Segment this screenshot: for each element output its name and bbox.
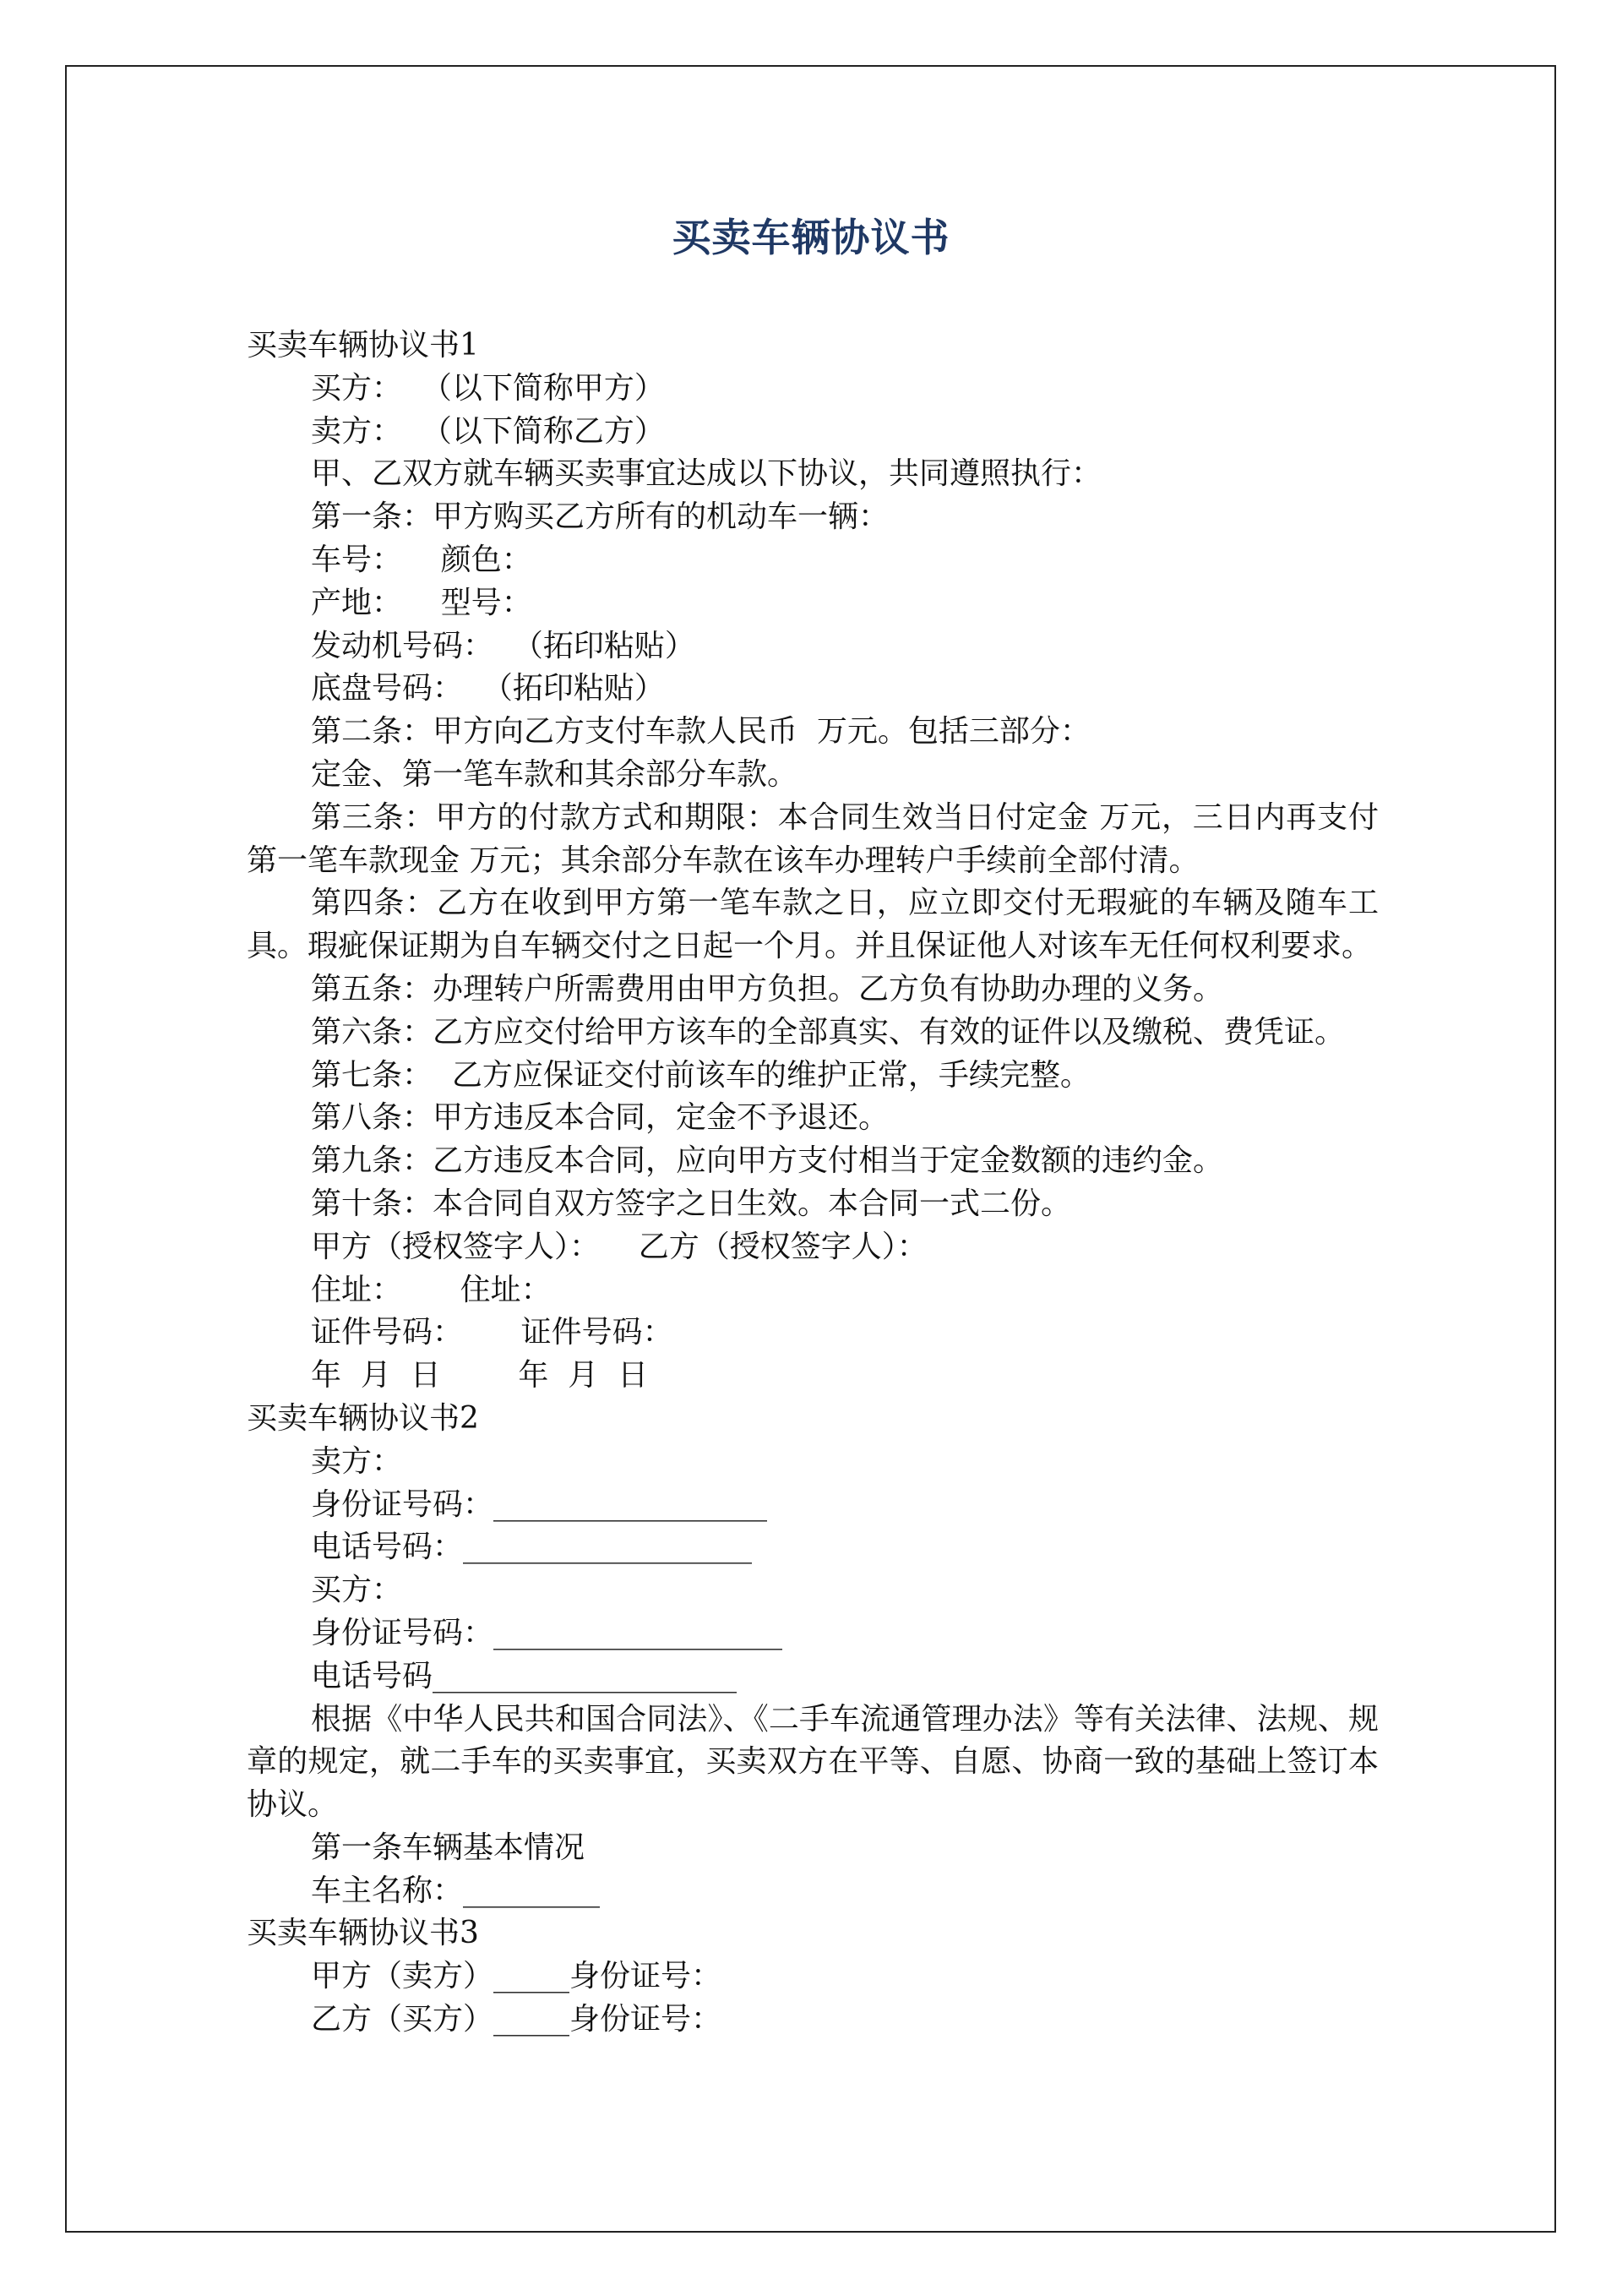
engine-number-line: 发动机号码： （拓印粘贴）: [311, 628, 695, 663]
party-b-buyer-line: 乙方（买方）_____身份证号：: [311, 2002, 722, 2037]
article-3: 第三条：甲方的付款方式和期限：本合同生效当日付定金 万元，三日内再支付第一笔车款现金 万元；其余部分车款在该车办理转户手续前全部付清。: [247, 799, 1379, 878]
seller-id-field: 身份证号码：__________________: [311, 1486, 768, 1522]
seller-label: 卖方：: [311, 1443, 403, 1479]
article-2: 第二条：甲方向乙方支付车款人民币 万元。包括三部分：: [311, 714, 1091, 750]
article-9: 第九条：乙方违反本合同，应向甲方支付相当于定金数额的违约金。: [311, 1143, 1224, 1179]
id-number-line: 证件号码： 证件号码：: [311, 1315, 673, 1350]
signatory-line: 甲方（授权签字人）： 乙方（授权签字人）：: [311, 1229, 928, 1264]
section-heading-2: 买卖车辆协议书2: [247, 1400, 479, 1436]
article-8: 第八条：甲方违反本合同，定金不予退还。: [311, 1100, 890, 1136]
chassis-number-line: 底盘号码： （拓印粘贴）: [311, 671, 665, 706]
section-heading-3: 买卖车辆协议书3: [247, 1916, 479, 1951]
article-10: 第十条：本合同自双方签字之日生效。本合同一式二份。: [311, 1186, 1072, 1221]
buyer-phone-field: 电话号码____________________: [311, 1658, 738, 1693]
party-a-seller-line: 甲方（卖方）_____身份证号：: [311, 1959, 722, 1994]
agreement-intro: 甲、乙双方就车辆买卖事宜达成以下协议，共同遵照执行：: [311, 456, 1102, 492]
legal-basis-paragraph: 根据《中华人民共和国合同法》、《二手车流通管理办法》等有关法律、法规、规章的规定，就二手车的买卖事宜，买卖双方在平等、自愿、协商一致的基础上签订本协议。: [247, 1701, 1379, 1823]
article-7: 第七条： 乙方应保证交付前该车的维护正常，手续完整。: [311, 1057, 1091, 1093]
document-body: [247, 324, 1379, 2042]
article-6: 第六条：乙方应交付给甲方该车的全部真实、有效的证件以及缴税、费凭证。: [311, 1014, 1346, 1050]
seller-line: 卖方： （以下简称乙方）: [311, 413, 665, 449]
owner-name-field: 车主名称：_________: [311, 1873, 601, 1908]
article-5: 第五条：办理转户所需费用由甲方负担。乙方负有协助办理的义务。: [311, 971, 1224, 1006]
document-title: 买卖车辆协议书: [672, 215, 950, 260]
article-1: 第一条：甲方购买乙方所有的机动车一辆：: [311, 499, 890, 535]
article-1-heading: 第一条车辆基本情况: [311, 1830, 585, 1865]
seller-phone-field: 电话号码：___________________: [311, 1530, 753, 1565]
section-heading-1: 买卖车辆协议书1: [247, 328, 479, 363]
plate-color-line: 车号： 颜色：: [311, 542, 532, 577]
date-line: 年 月 日 年 月 日: [311, 1358, 649, 1393]
buyer-id-field: 身份证号码：___________________: [311, 1615, 783, 1650]
article-4: 第四条：乙方在收到甲方第一笔车款之日，应立即交付无瑕疵的车辆及随车工具。瑕疵保证期为自车辆交付之日起一个月。并且保证他人对该车无任何权利要求。: [247, 886, 1379, 964]
buyer-line: 买方： （以下简称甲方）: [311, 370, 665, 406]
address-line: 住址： 住址：: [311, 1272, 552, 1307]
buyer-label: 买方：: [311, 1573, 403, 1608]
origin-model-line: 产地： 型号：: [311, 585, 532, 620]
article-2-continued: 定金、第一笔车款和其余部分车款。: [311, 756, 798, 792]
